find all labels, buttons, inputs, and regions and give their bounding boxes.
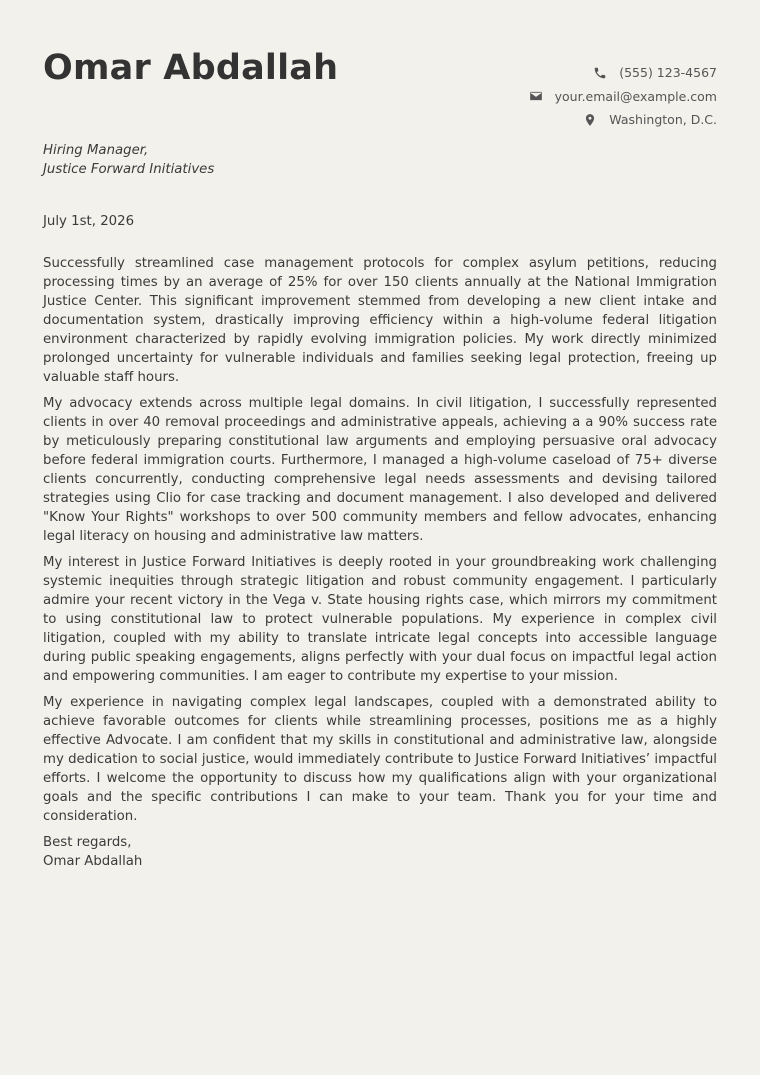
- signature-name: Omar Abdallah: [43, 854, 143, 869]
- map-pin-icon: [583, 113, 597, 127]
- location-text: Washington, D.C.: [609, 112, 717, 128]
- letter-date: July 1st, 2026: [43, 214, 135, 229]
- recipient-title: Hiring Manager,: [43, 143, 149, 158]
- phone-icon: [593, 66, 607, 80]
- contact-location: [529, 108, 717, 132]
- letter-body: [43, 254, 717, 871]
- contact-info: [529, 61, 717, 132]
- contact-email: [529, 85, 717, 109]
- phone-text: (555) 123-4567: [619, 65, 717, 81]
- body-paragraph-1: Successfully streamlined case management protocols for complex asylum petitions, reducing processing times by an average of 25% for over 150 clients annually at the National Immigration Justice Center. This significant improvement stemmed from developing a new client intake and documentation system, drastically improving efficiency within a high-volume federal litigation environment characterized by rapidly evolving immigration policies. My work directly minimized prolonged uncertainty for vulnerable individuals and families seeking legal protection, freeing up valuable staff hours.: [43, 256, 717, 385]
- body-paragraph-2: My advocacy extends across multiple legal domains. In civil litigation, I successfully represented clients in over 40 removal proceedings and administrative appeals, achieving a a 90% success rate by meticulously preparing constitutional law arguments and employing persuasive oral advocacy before federal immigration courts. Furthermore, I managed a high-volume caseload of 75+ diverse clients concurrently, conducting comprehensive legal needs assessments and devising tailored strategies using Clio for case tracking and document management. I also developed and delivered "Know Your Rights" workshops to over 500 community members and fellow advocates, enhancing legal literacy on housing and administrative law matters.: [43, 396, 717, 544]
- closing-salutation: Best regards,: [43, 835, 132, 850]
- recipient-organization: Justice Forward Initiatives: [43, 162, 215, 177]
- envelope-icon: [529, 89, 543, 103]
- email-text: your.email@example.com: [554, 88, 717, 104]
- contact-phone: [529, 61, 717, 85]
- body-paragraph-3: My interest in Justice Forward Initiatives is deeply rooted in your groundbreaking work challenging systemic inequities through strategic litigation and robust community engagement. I particularly admire your recent victory in the Vega v. State housing rights case, which mirrors my commitment to using constitutional law to protect vulnerable populations. My experience in complex civil litigation, coupled with my ability to translate intricate legal concepts into accessible language during public speaking engagements, aligns perfectly with your dual focus on impactful legal action and empowering communities. I am eager to contribute my expertise to your mission.: [43, 555, 717, 684]
- body-paragraph-4: My experience in navigating complex legal landscapes, coupled with a demonstrated ability to achieve favorable outcomes for clients while streamlining processes, positions me as a highly effective Advocate. I am confident that my skills in constitutional and administrative law, alongside my dedication to social justice, would immediately contribute to Justice Forward Initiatives’ impactful efforts. I welcome the opportunity to discuss how my qualifications align with your organizational goals and the specific contributions I can make to your team. Thank you for your time and consideration.: [43, 695, 717, 824]
- applicant-name: Omar Abdallah: [43, 48, 339, 88]
- closing-block: [43, 833, 717, 871]
- recipient-block: [43, 141, 214, 179]
